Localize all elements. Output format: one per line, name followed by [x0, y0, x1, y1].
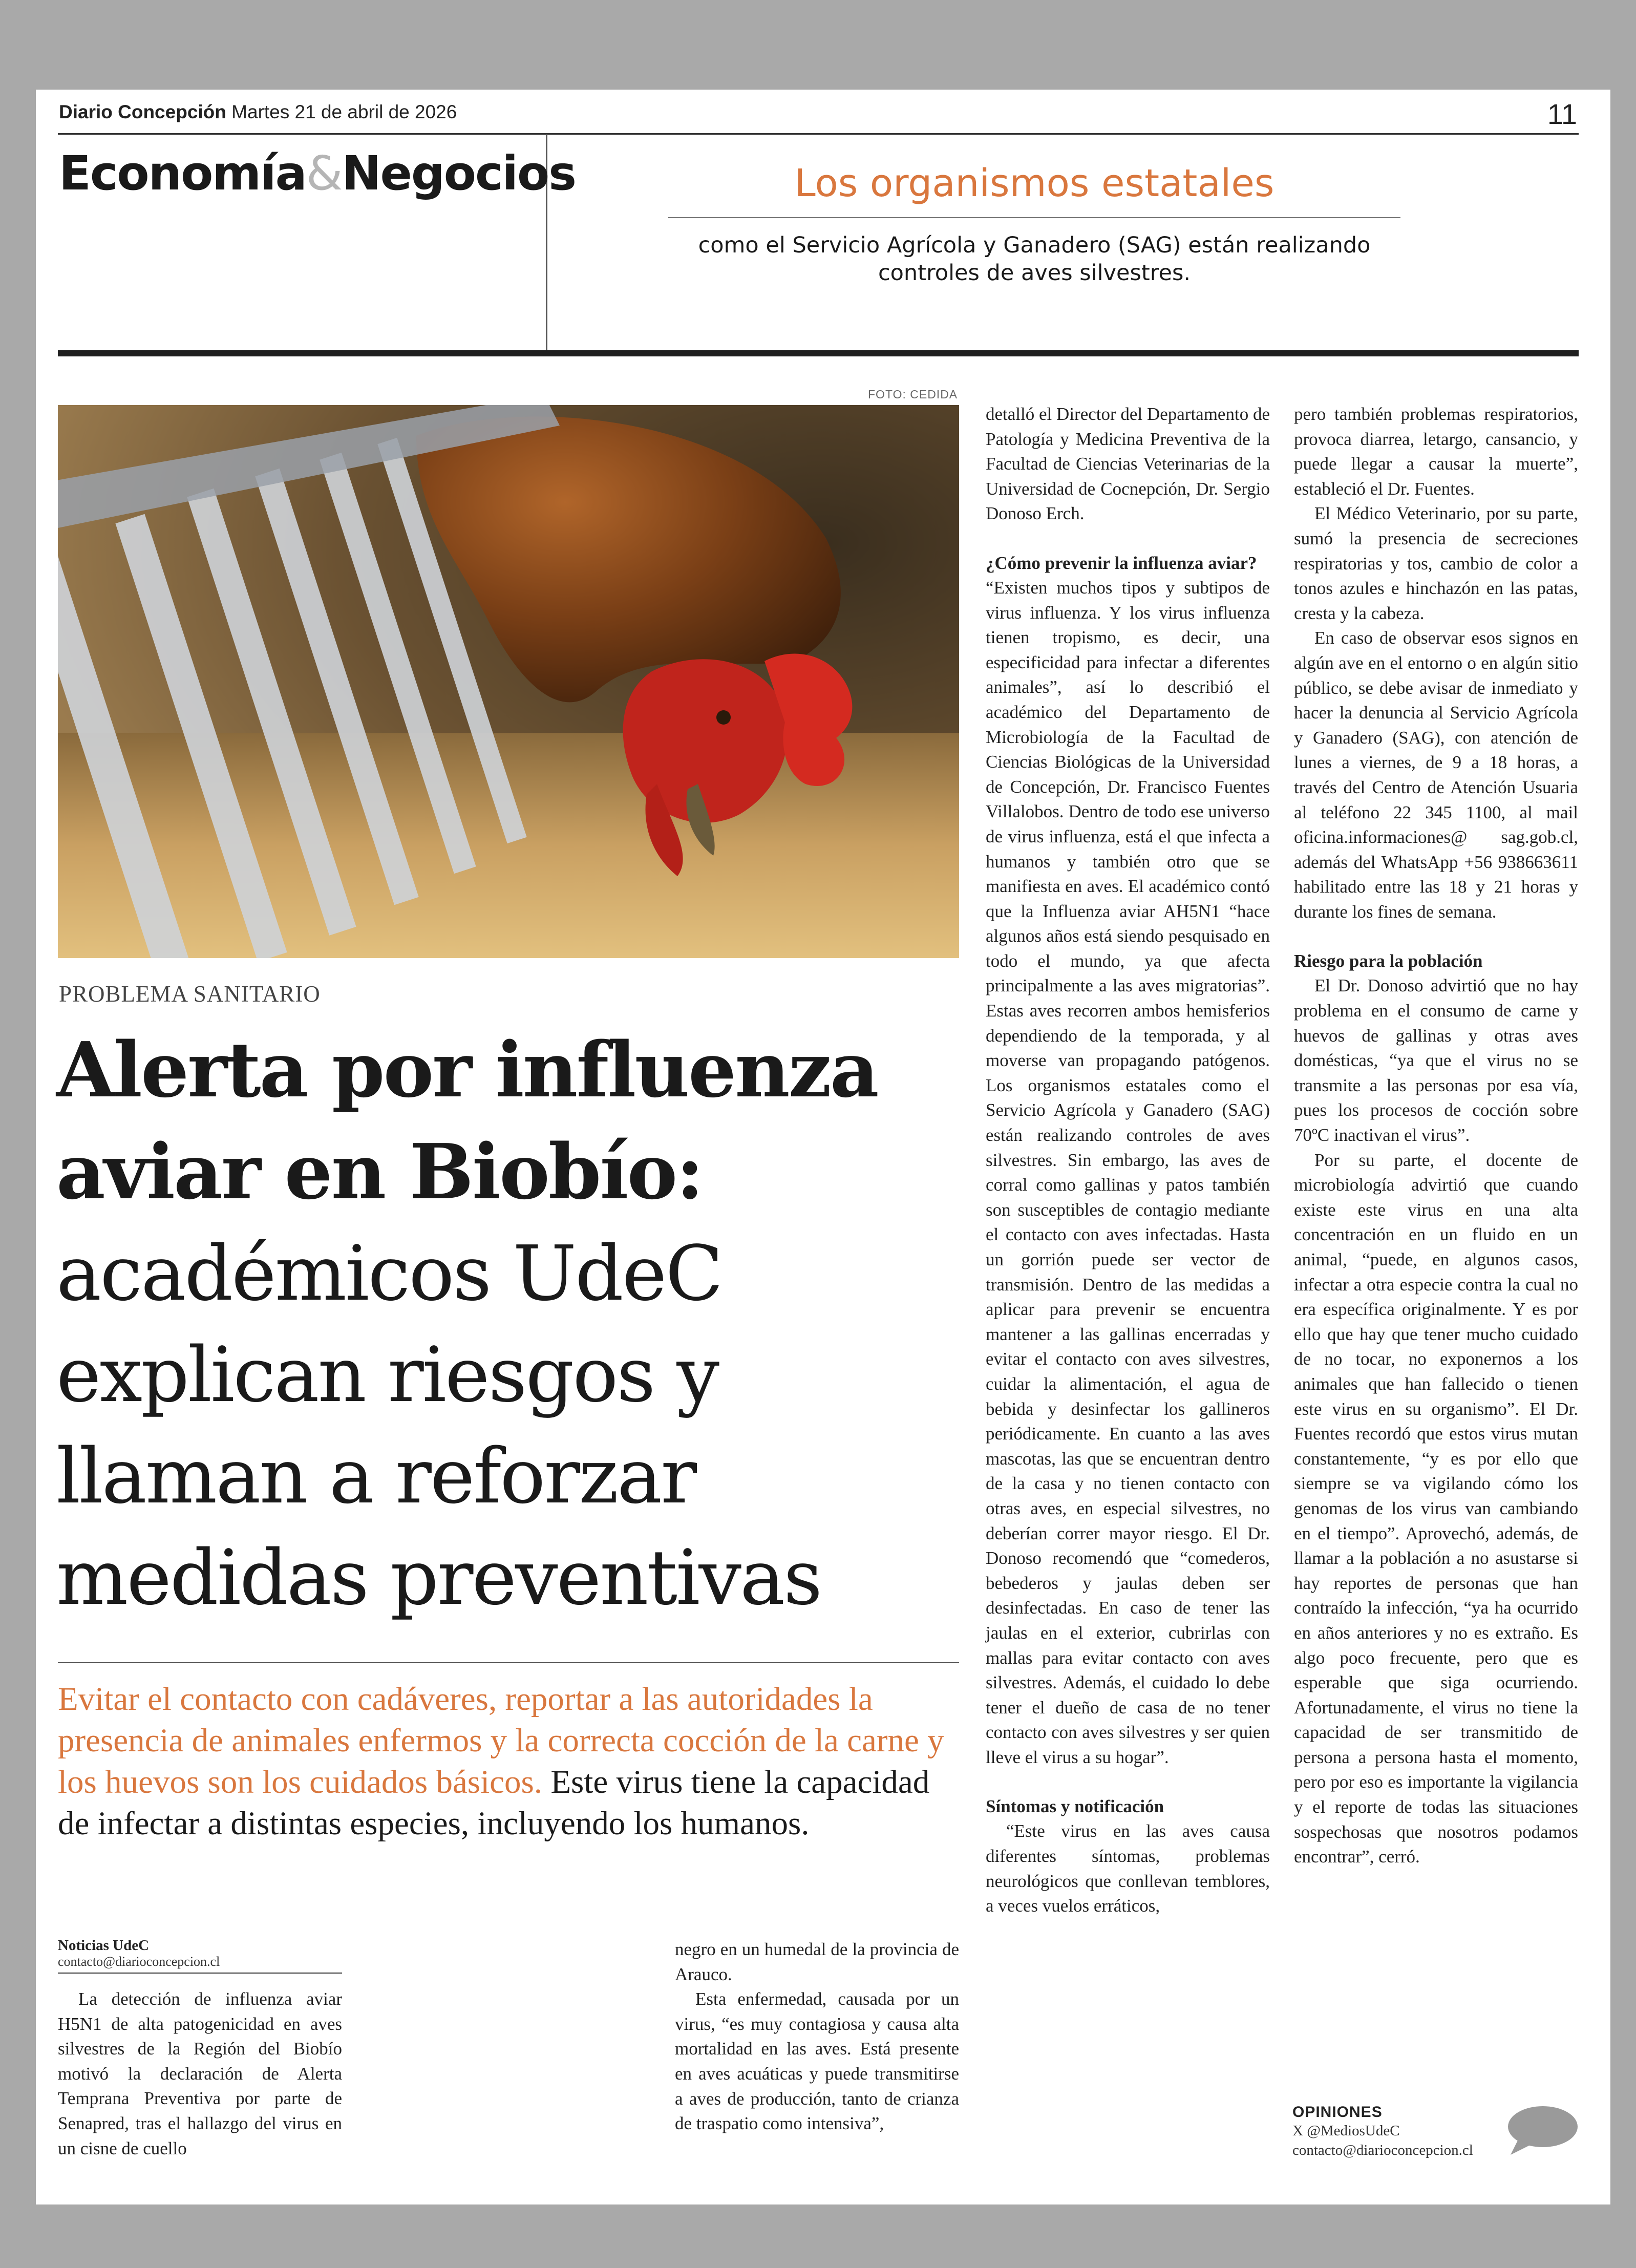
- subhead-risk: Riesgo para la población: [1294, 951, 1483, 971]
- hen-photo: [58, 405, 959, 958]
- headline-bold: Alerta por influenza aviar en Biobío:: [56, 1025, 878, 1216]
- pullquote-title: Los organismos estatales: [794, 161, 1274, 205]
- opinions-handle[interactable]: X @MediosUdeC: [1292, 2123, 1400, 2139]
- photo-credit: FOTO: CEDIDA: [868, 388, 958, 401]
- section-left: Economía: [59, 146, 306, 201]
- article-column-4: [1294, 402, 1578, 1870]
- byline-email: contacto@diarioconcepcion.cl: [58, 1954, 220, 1969]
- subhead-symptoms: Síntomas y notificación: [986, 1796, 1164, 1817]
- top-rule: [58, 133, 1579, 135]
- article-column-2: [675, 1937, 959, 2136]
- section-amp: &: [306, 146, 342, 201]
- page-number: 11: [1547, 98, 1577, 130]
- paragraph: Esta enfermedad, causada por un virus, “es muy contagiosa y causa alta mortalidad en las aves. Está presente en aves acuáticas y puede transmitirse a aves de producción, tanto de crianza de traspatio como intensiva”,: [675, 1989, 959, 2134]
- paragraph: La detección de influenza aviar H5N1 de alta patogenicidad en aves silvestres de la Región del Biobío motivó la declaración de Alerta Temprana Preventiva por parte de Senapred, tras el hallazgo del virus en un cisne de cuello: [58, 1989, 342, 2158]
- section-title: [59, 146, 576, 201]
- pullquote-rule: [668, 217, 1400, 218]
- byline-rule: [58, 1973, 342, 1974]
- paragraph: negro en un humedal de la provincia de Arauco.: [675, 1939, 959, 1984]
- section-right: Negocios: [342, 146, 576, 201]
- masthead: [59, 101, 457, 123]
- article-column-1: [58, 1987, 342, 2161]
- byline-name: Noticias UdeC: [58, 1937, 150, 1954]
- paragraph: El Dr. Donoso advirtió que no hay problema en el consumo de carne y huevos de gallinas y otras aves domésticas, “ya que el virus no se transmite a las personas por esa vía, pues los procesos de cocción sobre 70ºC inactivan el virus”.: [1294, 976, 1578, 1146]
- article-lede: [58, 1679, 964, 1845]
- paragraph: El Médico Veterinario, por su parte, sumó la presencia de secreciones respiratorias y tos, cambio de color a tonos azules e hinchazón en las patas, cresta y la cabeza.: [1294, 503, 1578, 623]
- paragraph: En caso de observar esos signos en algún ave en el entorno o en algún sitio público, se debe avisar de inmediato y hacer la denuncia al Servicio Agrícola y Ganadero (SAG), con atención de lunes a viernes, de 9 a 18 horas, a través del Centro de Atención Usuaria al teléfono 22 345 1100, al mail oficina.informaciones@ sag.gob.cl, además del WhatsApp +56 938663611 habilitado entre las 18 y 21 horas y durante los fines de semana.: [1294, 628, 1578, 922]
- issue-date: Martes 21 de abril de 2026: [231, 101, 457, 122]
- pullquote-text: como el Servicio Agrícola y Ganadero (SAG) están realizando controles de aves silvestres.: [698, 232, 1371, 286]
- paragraph: “Existen muchos tipos y subtipos de virus influenza. Y los virus influenza tienen tropismo, es decir, una especificidad para infectar a diferentes animales”, así lo describió el académico del Departamento de Microbiología de la Facultad de Ciencias Biológicas de la Universidad de Concepción, Dr. Francisco Fuentes Villalobos. Dentro de todo ese universo de virus influenza, está el que infecta a humanos y también otro que se manifiesta en aves. El académico contó que la Influenza aviar AH5N1 “hace algunos años está siendo pesquisado en todo el mundo, ya que afecta principalmente a las aves migratorias”. Estas aves recorren ambos hemisferios dependiendo de la temporada, y al moverse van propagando patógenos. Los organismos estatales como el Servicio Agrícola y Ganadero (SAG) están realizando controles de aves silvestres. Sin embargo, las aves de corral como gallinas y patos también son susceptibles de contagio mediante el contacto con aves infectadas. Hasta un gorrión puede ser vector de transmisión. Dentro de las medidas a aplicar para prevenir se encuentra mantener a las gallinas encerradas y evitar el contacto con aves silvestres, cuidar la alimentación, el agua de bebida y desinfectar los gallineros periódicamente. En cuanto a las aves mascotas, las que se encuentran dentro de la casa y no tienen contacto con otras aves, en especial silvestres, no deberían correr mayor riesgo. El Dr. Donoso recomendó que “comederos, bebederos y jaulas deben ser desinfectadas. En caso de tener las jaulas en el exterior, cubrirlas con mallas para evitar contacto con aves silvestres. Además, el cuidado lo debe tener el dueño de casa de no tener contacto con aves silvestres y ser quien lleve el virus a su hogar”.: [986, 577, 1270, 1767]
- opinions-box: [1292, 2104, 1473, 2160]
- speech-bubble-icon: [1503, 2104, 1580, 2157]
- lede-text: Este virus tiene la capacidad de infectar a distintas especies, incluyendo los humanos.: [58, 1764, 930, 1842]
- byline: [58, 1937, 342, 1974]
- article-headline: [56, 1019, 973, 1628]
- lede-rule: [58, 1662, 959, 1663]
- article-column-3: [986, 402, 1270, 1919]
- section-rule: [58, 350, 1579, 356]
- paragraph: detalló el Director del Departamento de Patología y Medicina Preventiva de la Facultad de Ciencias Veterinarias de la Universidad de Cocnepción, Dr. Sergio Donoso Erch.: [986, 404, 1270, 524]
- headline-regular: académicos UdeC explican riesgos y llaman a reforzar medidas preventivas: [56, 1230, 821, 1622]
- opinions-email[interactable]: contacto@diarioconcepcion.cl: [1292, 2142, 1473, 2158]
- paper-name: Diario Concepción: [59, 101, 226, 122]
- article-kicker: PROBLEMA SANITARIO: [59, 981, 321, 1007]
- subhead-prevention: ¿Cómo prevenir la influenza aviar?: [986, 553, 1257, 573]
- paragraph: Por su parte, el docente de microbiología advirtió que cuando existe este virus en una alta concentración en un fluido en un animal, “puede, en algunos casos, infectar a otra especie contra la cual no era específica originalmente. Y es por ello que hay que tener mucho cuidado de no tocar, no exponernos a los animales que han fallecido o tienen este virus en su organismo”. El Dr. Fuentes recordó que estos virus mutan constantemente, “y es por ello que siempre se va vigilando cómo los genomas de los virus van cambiando en el tiempo”. Aprovechó, además, de llamar a la población a no asustarse si hay reportes de personas que han contraído la infección, “ya ha ocurrido en años anteriores y no es extraño. Es algo poco frecuente, pero que es esperable que siga ocurriendo. Afortunadamente, el virus no tiene la capacidad de ser transmitido de persona a persona hasta el momento, pero por eso es importante la vigilancia y el reporte de todas las situaciones sospechosas que nosotros podamos encontrar”, cerró.: [1294, 1150, 1578, 1867]
- paragraph: “Este virus en las aves causa diferentes síntomas, problemas neurológicos que conllevan temblores, a veces vuelos erráticos,: [986, 1821, 1270, 1916]
- lede-highlight: Evitar el contacto con cadáveres, reportar a las autoridades la presencia de animales enfermos y la correcta cocción de la carne y los huevos son los cuidados básicos.: [58, 1681, 944, 1800]
- opinions-title: OPINIONES: [1292, 2104, 1383, 2121]
- paragraph: pero también problemas respiratorios, provoca diarrea, letargo, cansancio, y puede llegar a causar la muerte”, estableció el Dr. Fuentes.: [1294, 404, 1578, 499]
